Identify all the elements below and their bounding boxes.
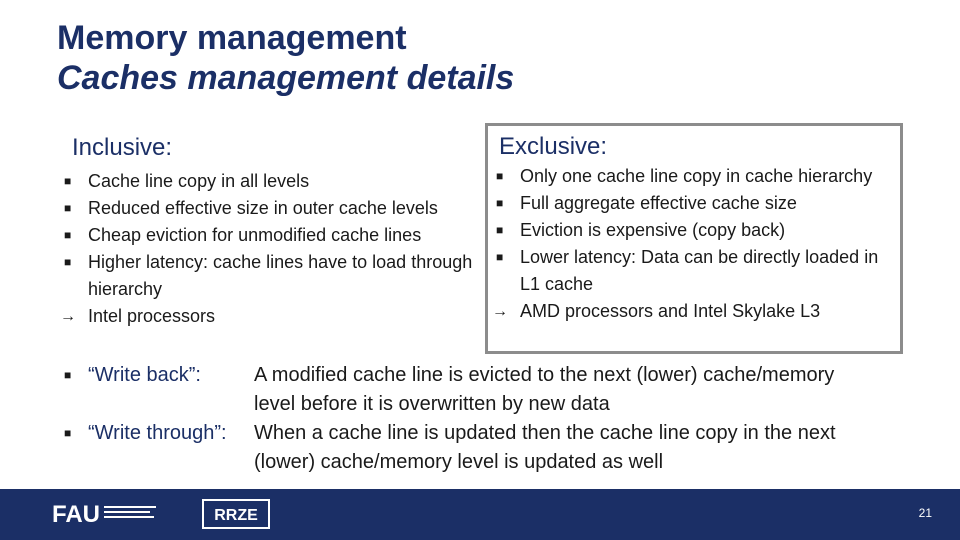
list-item: ■ Only one cache line copy in cache hierarchy	[490, 163, 902, 190]
exclusive-heading: Exclusive:	[499, 133, 608, 160]
list-item: ■ Higher latency: cache lines have to load through hierarchy	[58, 249, 478, 303]
list-item: ■ Cheap eviction for unmodified cache lines	[58, 222, 478, 249]
square-bullet-icon: ■	[64, 368, 72, 382]
right-arrow-icon: →	[60, 308, 76, 325]
policy-term: “Write through”:	[88, 422, 227, 444]
list-item: ■ Cache line copy in all levels	[58, 168, 478, 195]
svg-text:RRZE: RRZE	[214, 507, 258, 524]
inclusive-list	[58, 168, 478, 330]
policy-write-back	[58, 361, 938, 419]
list-item: ■ Reduced effective size in outer cache levels	[58, 195, 478, 222]
policy-desc-line1: A modified cache line is evicted to the next (lower) cache/memory	[254, 364, 835, 386]
square-bullet-icon: ■	[64, 255, 72, 269]
list-item: ■ Eviction is expensive (copy back)	[490, 217, 902, 244]
policy-write-through	[58, 419, 938, 477]
write-policies	[58, 361, 938, 477]
square-bullet-icon: ■	[64, 201, 72, 215]
title-subtitle: Caches management details	[57, 59, 515, 97]
square-bullet-icon: ■	[496, 223, 504, 237]
policy-desc-line2: level before it is overwritten by new data	[254, 393, 610, 415]
square-bullet-icon: ■	[64, 174, 72, 188]
list-item-arrow: → AMD processors and Intel Skylake L3	[490, 298, 902, 325]
slide-title	[57, 18, 514, 98]
square-bullet-icon: ■	[64, 228, 72, 242]
svg-text:FAU: FAU	[52, 501, 100, 528]
right-arrow-icon: →	[492, 303, 508, 320]
inclusive-heading: Inclusive:	[72, 134, 173, 161]
square-bullet-icon: ■	[496, 250, 504, 264]
exclusive-list	[490, 163, 902, 325]
fau-logo	[52, 500, 172, 528]
policy-term: “Write back”:	[88, 364, 201, 386]
policy-desc-line1: When a cache line is updated then the cache line copy in the next	[254, 422, 836, 444]
list-item-arrow: → Intel processors	[58, 303, 478, 330]
square-bullet-icon: ■	[64, 426, 72, 440]
rrze-logo	[202, 499, 270, 529]
square-bullet-icon: ■	[496, 196, 504, 210]
policy-desc-line2: (lower) cache/memory level is updated as well	[254, 451, 664, 473]
list-item: ■ Full aggregate effective cache size	[490, 190, 902, 217]
list-item: ■ Lower latency: Data can be directly loaded in L1 cache	[490, 244, 902, 298]
page-number: 21	[918, 506, 932, 520]
title-main: Memory management	[57, 19, 407, 57]
square-bullet-icon: ■	[496, 169, 504, 183]
